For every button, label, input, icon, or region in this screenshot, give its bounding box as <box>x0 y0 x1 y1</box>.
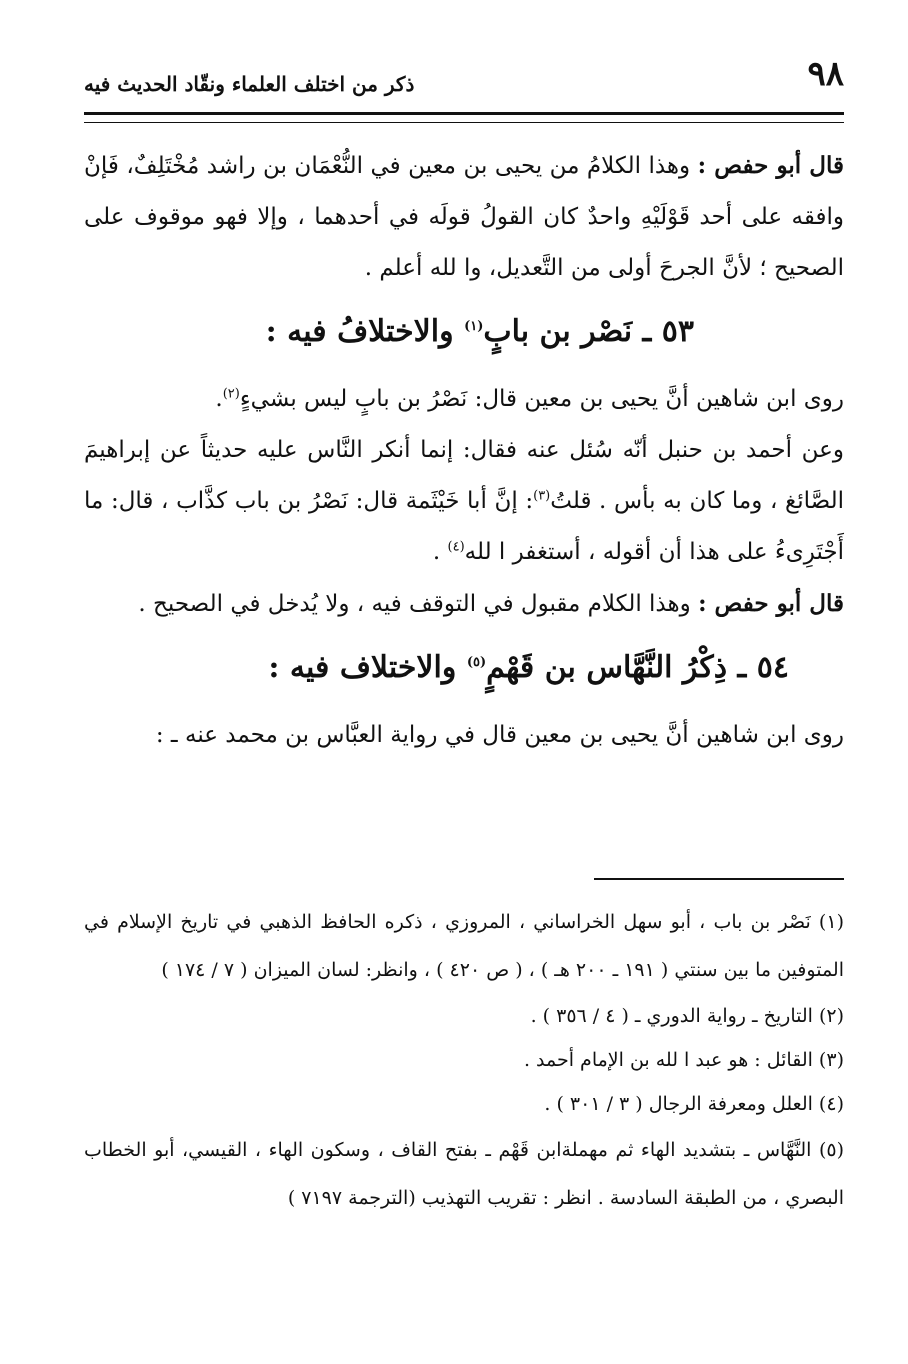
footnote-ref: (٣) <box>533 488 551 504</box>
footnote-2: (٢) التاريخ ـ رواية الدوري ـ ( ٤ / ٣٥٦ ) . <box>530 1005 844 1027</box>
paragraph-ibn-shahin-2 <box>84 710 844 761</box>
paragraph-end: . <box>215 386 223 412</box>
footnote-ref: (٥) <box>466 655 487 670</box>
heading-tail: والاختلافُ فيه : <box>265 314 465 349</box>
section-heading-53 <box>84 300 844 364</box>
footnote-1: (١) نَصْر بن باب ، أبو سهل الخراساني ، المروزي ، ذكره الحافظ الذهبي في تاريخ الإسلام في المتوفين ما بين سنتي ( ١٩١ ـ ٢٠٠ هـ ) ، ( ص ٤٢٠ ) ، وانظر: لسان الميزان ( ٧ / ١٧٤ ) <box>84 911 844 981</box>
paragraph-lead: قال أبو حفص : <box>698 590 844 617</box>
footnote-5: (٥) النَّهَّاس ـ بتشديد الهاء ثم مهملةابن قَهْم ـ بفتح القاف ، وسكون الهاء ، القيسي، أبو الخطاب البصري ، من الطبقة السادسة . انظر : تقريب التهذيب (الترجمة ٧١٩٧ ) <box>84 1139 844 1209</box>
paragraph-ibn-shahin-1 <box>84 374 844 425</box>
heading-tail: والاختلاف فيه : <box>268 650 467 685</box>
paragraph-abu-hafs-1 <box>84 140 844 294</box>
paragraph-text-2: : إنَّ أبا خَيْثَمة قال: نَصْرُ بن باب كذَّاب ، قال: ما أَجْتَرِىءُ على هذا أن أقوله ، أستغفر ا لله <box>84 488 844 565</box>
paragraph-lead: قال أبو حفص : <box>697 152 844 179</box>
footnote-3: (٣) القائل : هو عبد ا لله بن الإمام أحمد . <box>523 1049 844 1071</box>
paragraph-ahmad <box>84 425 844 578</box>
paragraph-text: وهذا الكلام مقبول في التوقف فيه ، ولا يُدخل في الصحيح . <box>138 591 699 617</box>
footnote-4: (٤) العلل ومعرفة الرجال ( ٣ / ٣٠١ ) . <box>544 1093 844 1115</box>
paragraph-abu-hafs-2 <box>84 578 844 630</box>
heading-text: ٥٣ ـ نَصْر بن بابٍ <box>483 314 694 349</box>
paragraph-end: . <box>432 539 448 565</box>
running-title: ذكر من اختلف العلماء ونقّاد الحديث فيه <box>84 72 415 96</box>
footnote-separator <box>594 878 844 880</box>
footnotes <box>84 898 844 1222</box>
footnote-ref: (٤) <box>447 539 465 555</box>
paragraph-text: وعن أحمد بن حنبل أنّه سُئل عنه فقال: إنما أنكر النَّاس عليه حديثاً عن إبراهيمَ الصَّائغ ، وما كان به بأس . قلتُ <box>84 437 844 514</box>
footnote-ref: (١) <box>464 319 484 334</box>
running-header <box>84 50 844 110</box>
section-heading-54 <box>84 636 844 700</box>
paragraph-text: روى ابن شاهين أنَّ يحيى بن معين قال في رواية العبَّاس بن محمد عنه ـ : <box>155 722 844 748</box>
footnote-ref: (٢) <box>222 386 240 402</box>
paragraph-text: وهذا الكلامُ من يحيى بن معين في النُّعْمَان بن راشد مُخْتَلِفٌ، فَإنْ وافقه على أحد قَوْلَيْهِ واحدٌ كان القولُ قولَه في أحدهما ، وإلا فهو موقوف على الصحيح ؛ لأنَّ الجرحَ أولى من التَّعديل، وا لله أعلم . <box>84 153 844 281</box>
page-number: ٩٨ <box>807 54 844 94</box>
main-text <box>84 140 844 761</box>
heading-text: ٥٤ ـ ذِكْرُ النَّهَّاس بن قَهْمٍ <box>486 650 789 685</box>
header-double-rule <box>84 112 844 123</box>
paragraph-text: روى ابن شاهين أنَّ يحيى بن معين قال: نَصْرُ بن بابٍ ليس بشيءٍ <box>239 386 844 412</box>
